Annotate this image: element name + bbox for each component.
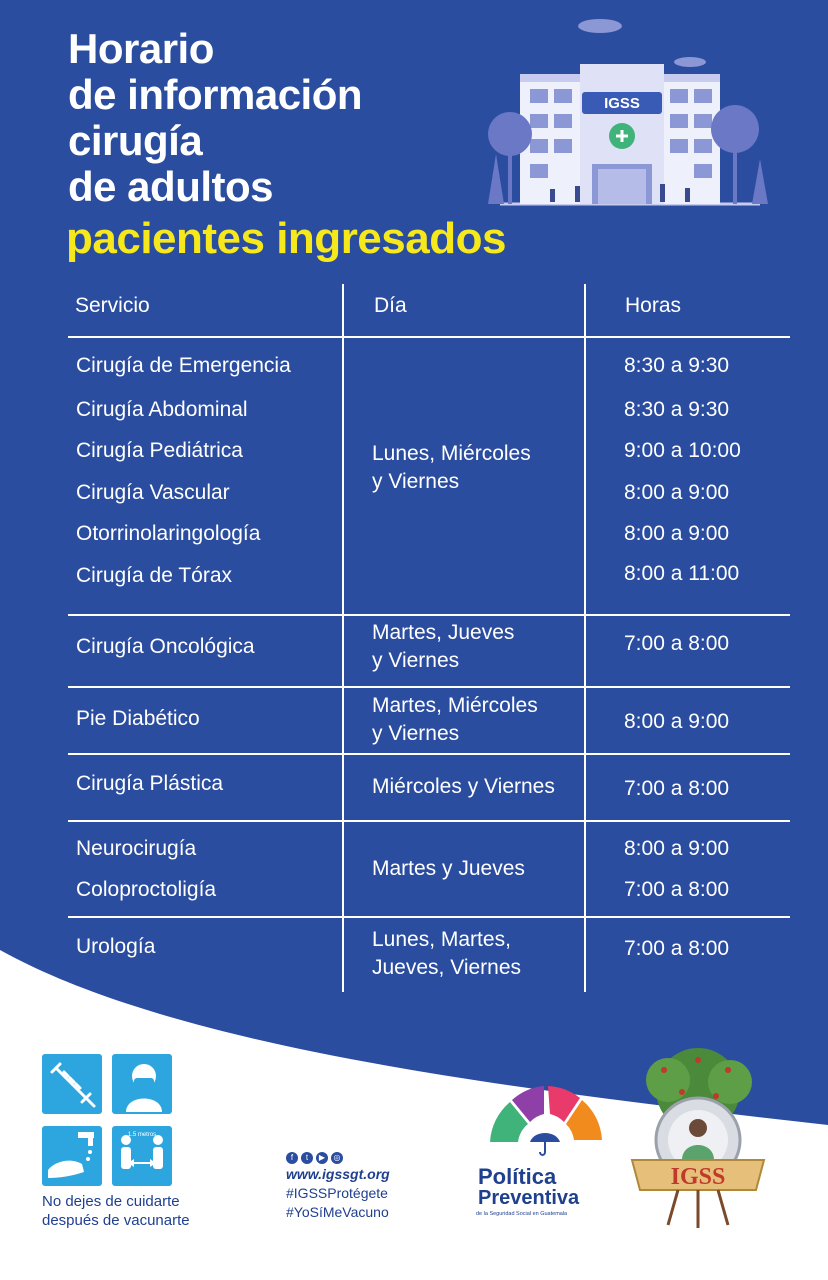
column-divider [342, 337, 344, 992]
service-name: Cirugía Plástica [76, 772, 224, 795]
title-line: cirugía [68, 117, 203, 164]
service-name: Neurocirugía [76, 837, 197, 860]
day-text: Martes y Jueves [372, 857, 525, 880]
mask-icon [112, 1054, 172, 1114]
logo-tagline: de la Seguridad Social en Guatemala [476, 1211, 568, 1217]
building-sign: IGSS [604, 95, 640, 112]
hospital-illustration [480, 14, 770, 214]
day-text: Miércoles y Viernes [372, 775, 555, 798]
website-link[interactable]: www.igssgt.org [286, 1166, 390, 1182]
row-divider [68, 753, 790, 755]
igss-logo-text: IGSS [670, 1164, 726, 1190]
hashtag: #IGSSProtégete [286, 1185, 388, 1201]
igss-emblem [618, 1040, 778, 1230]
row-divider [68, 820, 790, 822]
column-divider [342, 284, 344, 338]
day-text: y Viernes [372, 649, 460, 672]
title-line: de información [68, 71, 363, 118]
hours-text: 8:00 a 9:00 [624, 837, 730, 860]
column-divider [584, 284, 586, 338]
service-name: Cirugía Pediátrica [76, 439, 243, 462]
instagram-icon[interactable]: ◎ [331, 1152, 343, 1164]
row-divider [68, 916, 790, 918]
hours-text: 8:00 a 11:00 [624, 562, 740, 585]
page-subtitle: pacientes ingresados [66, 214, 506, 263]
service-name: Cirugía Vascular [76, 481, 230, 504]
day-text: Martes, Miércoles [372, 694, 538, 717]
politica-preventiva-logo [470, 1080, 620, 1230]
day-text: Martes, Jueves [372, 621, 515, 644]
facebook-icon[interactable]: f [286, 1152, 298, 1164]
column-header-servicio: Servicio [75, 294, 150, 317]
hours-text: 7:00 a 8:00 [624, 632, 730, 655]
day-text: y Viernes [372, 722, 460, 745]
day-text: y Viernes [372, 470, 460, 493]
vaccine-caption [42, 1192, 190, 1230]
service-name: Cirugía de Tórax [76, 564, 233, 587]
title-line: de adultos [68, 163, 274, 210]
service-name: Cirugía Oncológica [76, 635, 255, 658]
hours-text: 8:00 a 9:00 [624, 710, 730, 733]
service-name: Coloproctoligía [76, 878, 217, 901]
handwash-icon [42, 1126, 102, 1186]
column-divider [584, 337, 586, 992]
service-name: Urología [76, 935, 156, 958]
hours-text: 8:30 a 9:30 [624, 398, 730, 421]
row-divider [68, 336, 790, 338]
page-title [68, 26, 362, 210]
service-name: Cirugía Abdominal [76, 398, 248, 421]
day-text: Lunes, Martes, [372, 928, 511, 951]
syringe-icon [42, 1054, 102, 1114]
hours-text: 7:00 a 8:00 [624, 878, 730, 901]
distance-icon [112, 1126, 172, 1186]
hours-text: 7:00 a 8:00 [624, 777, 730, 800]
logo-preventiva: Preventiva [478, 1187, 580, 1209]
hashtag: #YoSíMeVacuno [286, 1204, 389, 1220]
title-line: Horario [68, 25, 214, 72]
row-divider [68, 686, 790, 688]
column-header-dia: Día [374, 294, 407, 317]
distance-label: 1.5 metros [127, 1132, 157, 1138]
youtube-icon[interactable]: ▶ [316, 1152, 328, 1164]
social-block [286, 1152, 390, 1222]
day-text: Jueves, Viernes [372, 956, 522, 979]
caption-line: después de vacunarte [42, 1212, 190, 1229]
service-name: Cirugía de Emergencia [76, 354, 291, 377]
day-text: Lunes, Miércoles [372, 442, 531, 465]
hours-text: 7:00 a 8:00 [624, 937, 730, 960]
hours-text: 8:00 a 9:00 [624, 522, 730, 545]
logo-politica: Política [478, 1164, 557, 1189]
row-divider [68, 614, 790, 616]
caption-line: No dejes de cuidarte [42, 1193, 180, 1210]
twitter-icon[interactable]: t [301, 1152, 313, 1164]
hours-text: 8:00 a 9:00 [624, 481, 730, 504]
hours-text: 8:30 a 9:30 [624, 354, 730, 377]
hours-text: 9:00 a 10:00 [624, 439, 741, 462]
column-header-horas: Horas [625, 294, 682, 317]
service-name: Pie Diabético [76, 707, 200, 730]
service-name: Otorrinolaringología [76, 522, 261, 545]
